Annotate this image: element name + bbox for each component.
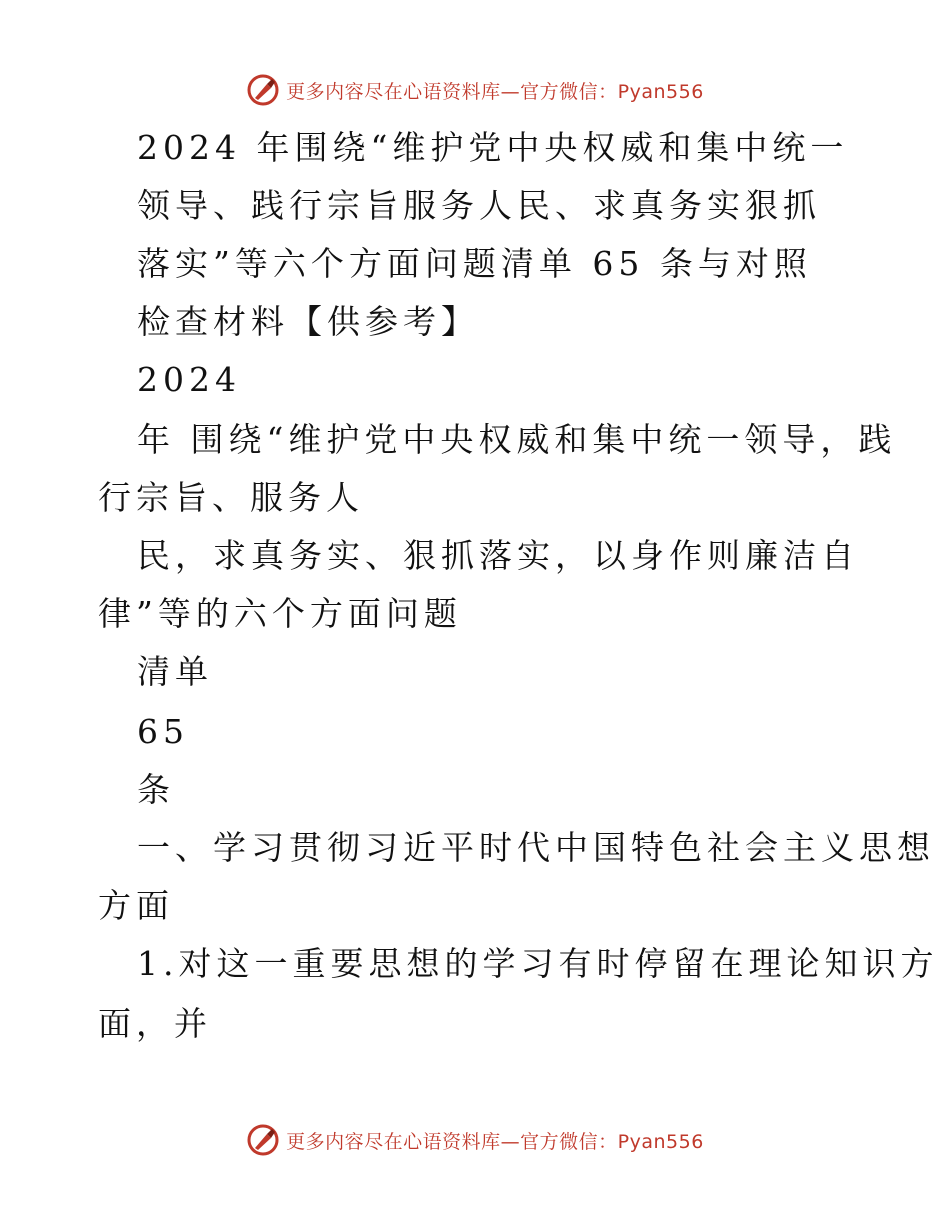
body-line-6: 清单 [137,652,213,691]
section-heading-line-1: 一、学习贯彻习近平时代中国特色社会主义思想 [137,828,935,867]
pen-nib-logo-icon [246,1123,280,1157]
body-line-7: 65 [137,712,189,751]
item-line-2: 面，并 [98,1004,212,1043]
section-heading-line-2: 方面 [98,886,174,925]
pen-nib-logo-icon [246,73,280,107]
body-line-5: 律”等的六个方面问题 [98,594,462,633]
title-line-3: 落实”等六个方面问题清单 65 条与对照 [137,244,812,283]
footer-banner-text: 更多内容尽在心语资料库—官方微信：Pyan556 [286,1130,704,1153]
body-line-1: 2024 [137,360,241,399]
title-line-1: 2024 年围绕“维护党中央权威和集中统一 [137,128,849,167]
title-line-2: 领导、践行宗旨服务人民、求真务实狠抓 [137,186,821,225]
header-banner-text: 更多内容尽在心语资料库—官方微信：Pyan556 [286,80,704,103]
body-line-2: 年 围绕“维护党中央权威和集中统一领导，践 [137,420,897,459]
title-line-4: 检查材料【供参考】 [137,302,479,341]
body-line-4: 民，求真务实、狠抓落实，以身作则廉洁自 [137,536,859,575]
body-line-3: 行宗旨、服务人 [98,478,364,517]
body-line-8: 条 [137,770,175,809]
item-line-1: 1.对这一重要思想的学习有时停留在理论知识方 [137,944,939,983]
footer-banner [0,1120,950,1160]
header-banner [0,70,950,110]
